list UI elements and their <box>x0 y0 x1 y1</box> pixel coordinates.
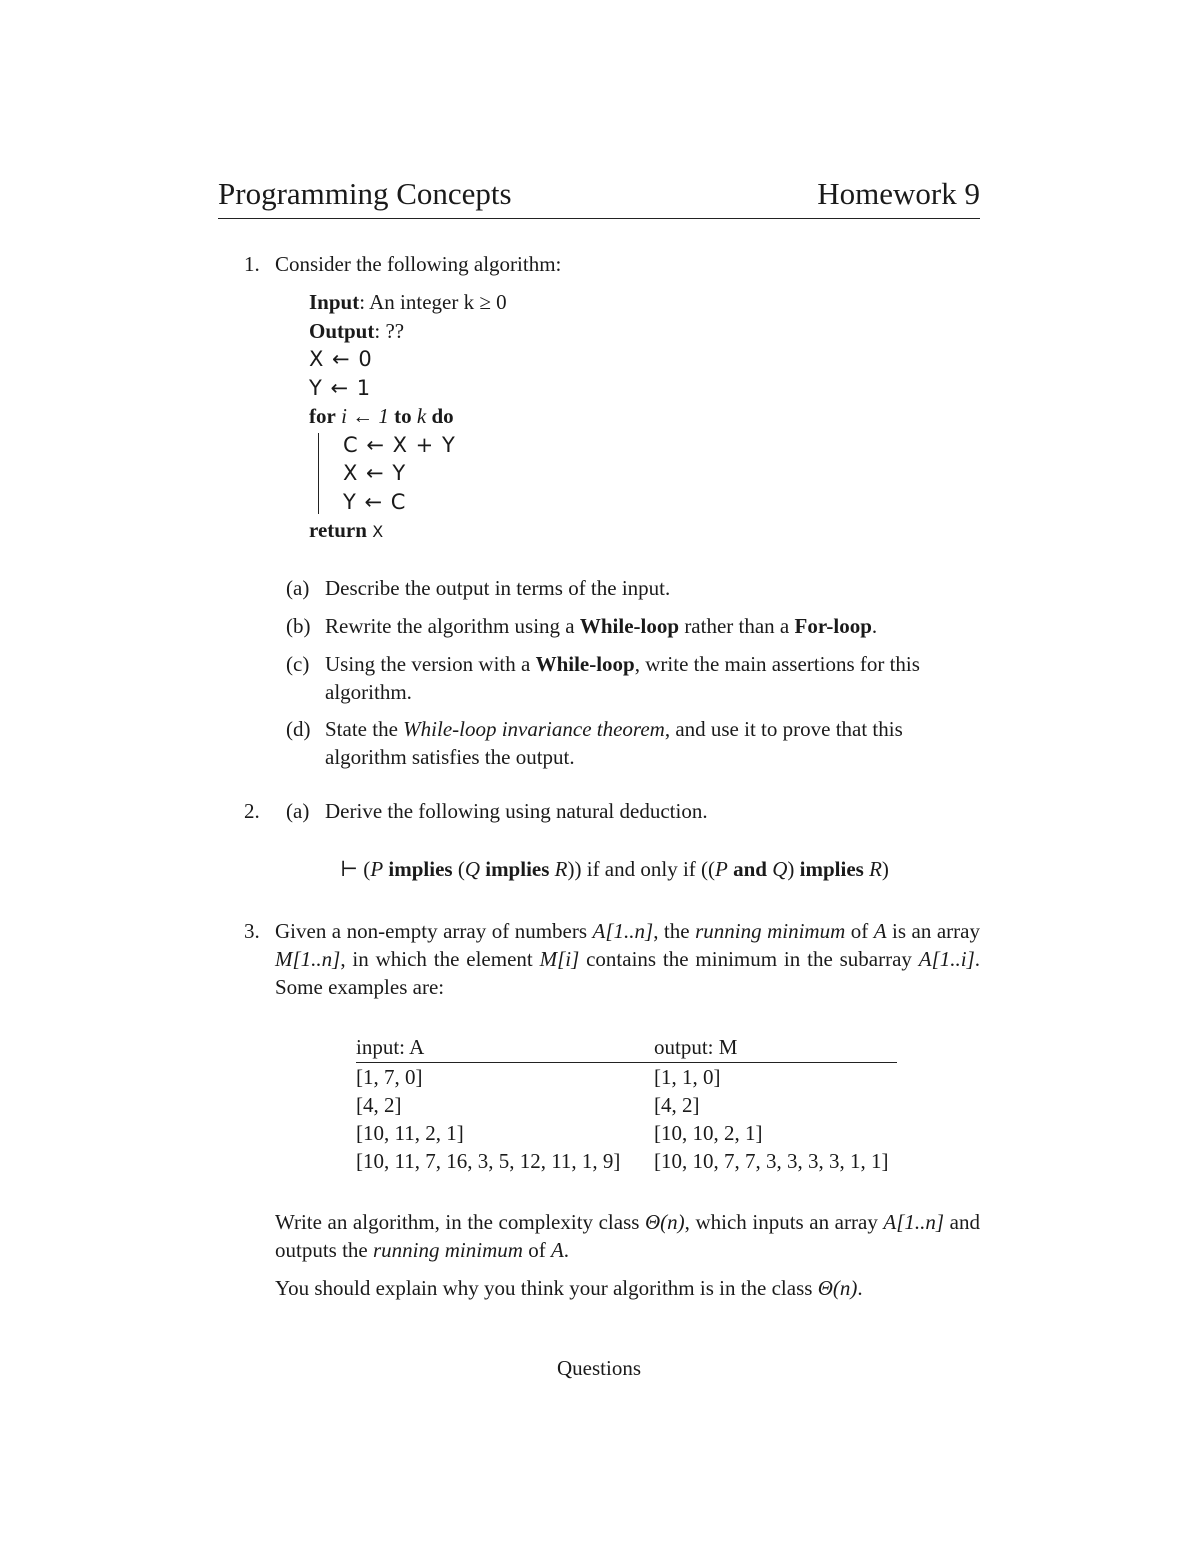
table-row <box>356 1147 897 1175</box>
part-c-text: Using the version with a While-loop, write the main assertions for this algorithm. <box>325 652 920 704</box>
part-c-label: (c) <box>286 652 310 676</box>
return-keyword: return <box>309 518 367 542</box>
output-text: : ?? <box>374 318 405 343</box>
q3-para2: Write an algorithm, in the complexity class Θ(n), which inputs an array A[1..n] and outputs the running minimum of A. <box>275 1210 980 1262</box>
algo-y-init: Y ← 1 <box>309 375 372 400</box>
algo-input-line <box>309 288 507 317</box>
algo-body-c: C ← X + Y <box>343 432 456 457</box>
for-keyword: for <box>309 404 336 428</box>
document-page <box>218 0 980 1553</box>
q1-intro: Consider the following algorithm: <box>275 252 562 276</box>
part-b-text: Rewrite the algorithm using a While-loop rather than a For-loop. <box>325 614 878 638</box>
algo-for-line <box>309 402 507 431</box>
q2-number: 2. <box>244 799 260 823</box>
input-keyword: Input <box>309 290 360 314</box>
return-var: X <box>372 522 385 541</box>
algo-output-line <box>309 317 507 346</box>
table-cell: [10, 10, 7, 7, 3, 3, 3, 3, 1, 1] <box>654 1149 889 1173</box>
table-cell: [1, 1, 0] <box>654 1065 721 1089</box>
part-d-label: (d) <box>286 717 311 741</box>
for-var: k <box>416 404 427 428</box>
course-title: Programming Concepts <box>218 176 512 211</box>
deduction-formula: ⊢ (P implies (Q implies R)) if and only if ((P and Q) implies R) <box>340 857 889 881</box>
table-row <box>356 1091 897 1119</box>
table-row <box>356 1119 897 1147</box>
part-d-text: State the While-loop invariance theorem, and use it to prove that this algorithm satisfies the output. <box>325 717 903 769</box>
input-text: : An integer k ≥ 0 <box>359 290 507 314</box>
algo-body-x: X ← Y <box>343 461 407 485</box>
algorithm-block <box>309 288 507 545</box>
table-cell: [4, 2] <box>356 1093 402 1117</box>
table-cell: [4, 2] <box>654 1093 700 1117</box>
table-row <box>356 1063 897 1092</box>
q3-para1: Given a non-empty array of numbers A[1..n], the running minimum of A is an array M[1..n], in which the element M[i] contains the minimum in the subarray A[1..i]. Some examples are: <box>275 919 981 999</box>
table-header-input: input: A <box>356 1034 654 1063</box>
table-cell: [10, 11, 2, 1] <box>356 1121 464 1145</box>
homework-label: Homework 9 <box>817 176 980 211</box>
algo-loop-body <box>309 431 507 517</box>
q3-para3: You should explain why you think your algorithm is in the class Θ(n). <box>275 1276 863 1300</box>
do-keyword: do <box>431 404 454 428</box>
part-b-label: (b) <box>286 614 311 638</box>
page-footer: Questions <box>557 1356 641 1380</box>
q1-number: 1. <box>244 252 260 276</box>
algo-x-init: X ← 0 <box>309 347 373 371</box>
table-cell: [10, 11, 7, 16, 3, 5, 12, 11, 1, 9] <box>356 1149 621 1173</box>
q2-part-a-label: (a) <box>286 799 310 823</box>
table-cell: [10, 10, 2, 1] <box>654 1121 763 1145</box>
q2-part-a-text: Derive the following using natural deduction. <box>325 799 708 823</box>
page-header <box>218 176 980 219</box>
algo-body-y: Y ← C <box>343 489 407 514</box>
part-a-text: Describe the output in terms of the input. <box>325 576 671 600</box>
for-range: i ← 1 <box>341 404 389 428</box>
algo-return-line <box>309 516 507 545</box>
to-keyword: to <box>394 404 412 428</box>
table-header-row <box>356 1034 897 1063</box>
table-cell: [1, 7, 0] <box>356 1065 423 1089</box>
output-keyword: Output <box>309 318 375 343</box>
table-header-output: output: M <box>654 1034 897 1063</box>
part-a-label: (a) <box>286 576 310 600</box>
q3-number: 3. <box>244 919 260 943</box>
running-minimum-table <box>356 1034 897 1175</box>
